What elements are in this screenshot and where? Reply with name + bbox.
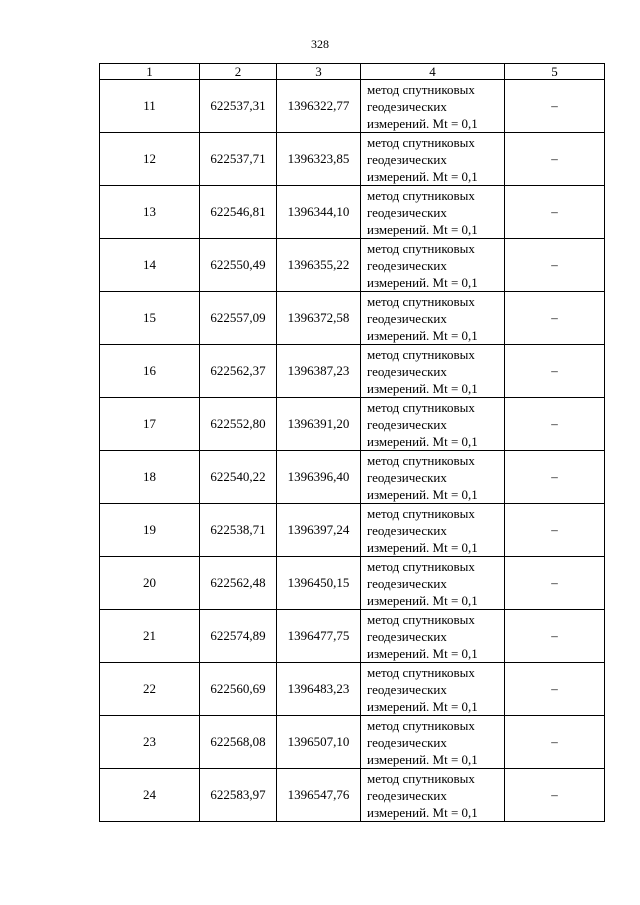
point-number-cell: 19 xyxy=(100,504,200,557)
method-cell xyxy=(361,557,505,610)
method-line: геодезических xyxy=(367,310,447,326)
y-coordinate-cell: 1396477,75 xyxy=(277,610,361,663)
method-line: измерений. Mt = 0,1 xyxy=(367,645,478,661)
method-line: геодезических xyxy=(367,98,447,114)
method-cell xyxy=(361,186,505,239)
method-line: метод спутниковых xyxy=(367,399,475,415)
y-coordinate-cell: 1396323,85 xyxy=(277,133,361,186)
y-coordinate-cell: 1396483,23 xyxy=(277,663,361,716)
point-number-cell: 24 xyxy=(100,769,200,822)
header-col-4: 4 xyxy=(361,64,505,80)
method-line: метод спутниковых xyxy=(367,558,475,574)
method-line: измерений. Mt = 0,1 xyxy=(367,592,478,608)
table-row xyxy=(100,716,605,769)
table-row xyxy=(100,80,605,133)
note-cell: – xyxy=(505,557,605,610)
table-row xyxy=(100,451,605,504)
note-cell: – xyxy=(505,398,605,451)
method-line: метод спутниковых xyxy=(367,134,475,150)
method-cell xyxy=(361,716,505,769)
method-line: метод спутниковых xyxy=(367,293,475,309)
note-cell: – xyxy=(505,133,605,186)
method-line: геодезических xyxy=(367,469,447,485)
header-col-1: 1 xyxy=(100,64,200,80)
point-number-cell: 14 xyxy=(100,239,200,292)
table-row xyxy=(100,610,605,663)
page-number: 328 xyxy=(311,37,329,51)
y-coordinate-cell: 1396547,76 xyxy=(277,769,361,822)
table-header xyxy=(100,64,605,80)
header-row xyxy=(100,64,605,80)
point-number-cell: 18 xyxy=(100,451,200,504)
method-line: метод спутниковых xyxy=(367,505,475,521)
note-cell: – xyxy=(505,292,605,345)
method-line: метод спутниковых xyxy=(367,611,475,627)
table-row xyxy=(100,186,605,239)
method-line: измерений. Mt = 0,1 xyxy=(367,804,478,820)
method-line: измерений. Mt = 0,1 xyxy=(367,221,478,237)
method-line: геодезических xyxy=(367,681,447,697)
note-cell: – xyxy=(505,610,605,663)
x-coordinate-cell: 622557,09 xyxy=(200,292,277,345)
method-line: метод спутниковых xyxy=(367,770,475,786)
method-cell xyxy=(361,345,505,398)
method-line: измерений. Mt = 0,1 xyxy=(367,698,478,714)
table-row xyxy=(100,557,605,610)
method-line: геодезических xyxy=(367,628,447,644)
method-line: геодезических xyxy=(367,257,447,273)
x-coordinate-cell: 622583,97 xyxy=(200,769,277,822)
note-cell: – xyxy=(505,80,605,133)
method-line: измерений. Mt = 0,1 xyxy=(367,380,478,396)
y-coordinate-cell: 1396396,40 xyxy=(277,451,361,504)
y-coordinate-cell: 1396391,20 xyxy=(277,398,361,451)
y-coordinate-cell: 1396355,22 xyxy=(277,239,361,292)
point-number-cell: 22 xyxy=(100,663,200,716)
method-line: измерений. Mt = 0,1 xyxy=(367,274,478,290)
y-coordinate-cell: 1396507,10 xyxy=(277,716,361,769)
method-line: геодезических xyxy=(367,416,447,432)
x-coordinate-cell: 622568,08 xyxy=(200,716,277,769)
method-line: геодезических xyxy=(367,522,447,538)
method-line: измерений. Mt = 0,1 xyxy=(367,168,478,184)
method-line: геодезических xyxy=(367,575,447,591)
table-row xyxy=(100,504,605,557)
x-coordinate-cell: 622537,31 xyxy=(200,80,277,133)
point-number-cell: 21 xyxy=(100,610,200,663)
x-coordinate-cell: 622540,22 xyxy=(200,451,277,504)
x-coordinate-cell: 622552,80 xyxy=(200,398,277,451)
method-cell xyxy=(361,239,505,292)
y-coordinate-cell: 1396344,10 xyxy=(277,186,361,239)
method-line: измерений. Mt = 0,1 xyxy=(367,486,478,502)
point-number-cell: 12 xyxy=(100,133,200,186)
method-line: геодезических xyxy=(367,787,447,803)
note-cell: – xyxy=(505,239,605,292)
header-col-2: 2 xyxy=(200,64,277,80)
method-line: геодезических xyxy=(367,151,447,167)
note-cell: – xyxy=(505,769,605,822)
table-row xyxy=(100,663,605,716)
y-coordinate-cell: 1396372,58 xyxy=(277,292,361,345)
note-cell: – xyxy=(505,186,605,239)
table-body xyxy=(100,80,605,822)
point-number-cell: 11 xyxy=(100,80,200,133)
note-cell: – xyxy=(505,716,605,769)
method-line: метод спутниковых xyxy=(367,346,475,362)
y-coordinate-cell: 1396387,23 xyxy=(277,345,361,398)
y-coordinate-cell: 1396397,24 xyxy=(277,504,361,557)
point-number-cell: 17 xyxy=(100,398,200,451)
x-coordinate-cell: 622562,48 xyxy=(200,557,277,610)
table-row xyxy=(100,239,605,292)
header-col-3: 3 xyxy=(277,64,361,80)
point-number-cell: 13 xyxy=(100,186,200,239)
note-cell: – xyxy=(505,663,605,716)
table-row xyxy=(100,292,605,345)
point-number-cell: 23 xyxy=(100,716,200,769)
y-coordinate-cell: 1396322,77 xyxy=(277,80,361,133)
table-row xyxy=(100,769,605,822)
method-cell xyxy=(361,398,505,451)
method-line: метод спутниковых xyxy=(367,81,475,97)
method-cell xyxy=(361,504,505,557)
method-line: измерений. Mt = 0,1 xyxy=(367,539,478,555)
x-coordinate-cell: 622562,37 xyxy=(200,345,277,398)
coordinates-table xyxy=(99,63,605,822)
method-cell xyxy=(361,133,505,186)
method-line: геодезических xyxy=(367,204,447,220)
x-coordinate-cell: 622546,81 xyxy=(200,186,277,239)
method-line: измерений. Mt = 0,1 xyxy=(367,751,478,767)
method-line: геодезических xyxy=(367,734,447,750)
x-coordinate-cell: 622550,49 xyxy=(200,239,277,292)
method-line: измерений. Mt = 0,1 xyxy=(367,115,478,131)
method-cell xyxy=(361,80,505,133)
method-cell xyxy=(361,769,505,822)
table-row xyxy=(100,398,605,451)
method-line: измерений. Mt = 0,1 xyxy=(367,433,478,449)
method-cell xyxy=(361,610,505,663)
point-number-cell: 20 xyxy=(100,557,200,610)
x-coordinate-cell: 622537,71 xyxy=(200,133,277,186)
method-cell xyxy=(361,451,505,504)
y-coordinate-cell: 1396450,15 xyxy=(277,557,361,610)
table-row xyxy=(100,345,605,398)
method-line: метод спутниковых xyxy=(367,452,475,468)
x-coordinate-cell: 622574,89 xyxy=(200,610,277,663)
note-cell: – xyxy=(505,504,605,557)
method-line: геодезических xyxy=(367,363,447,379)
x-coordinate-cell: 622538,71 xyxy=(200,504,277,557)
header-col-5: 5 xyxy=(505,64,605,80)
table-row xyxy=(100,133,605,186)
method-cell xyxy=(361,292,505,345)
method-line: измерений. Mt = 0,1 xyxy=(367,327,478,343)
method-line: метод спутниковых xyxy=(367,187,475,203)
method-line: метод спутниковых xyxy=(367,717,475,733)
note-cell: – xyxy=(505,345,605,398)
point-number-cell: 15 xyxy=(100,292,200,345)
method-line: метод спутниковых xyxy=(367,664,475,680)
x-coordinate-cell: 622560,69 xyxy=(200,663,277,716)
note-cell: – xyxy=(505,451,605,504)
method-line: метод спутниковых xyxy=(367,240,475,256)
point-number-cell: 16 xyxy=(100,345,200,398)
method-cell xyxy=(361,663,505,716)
